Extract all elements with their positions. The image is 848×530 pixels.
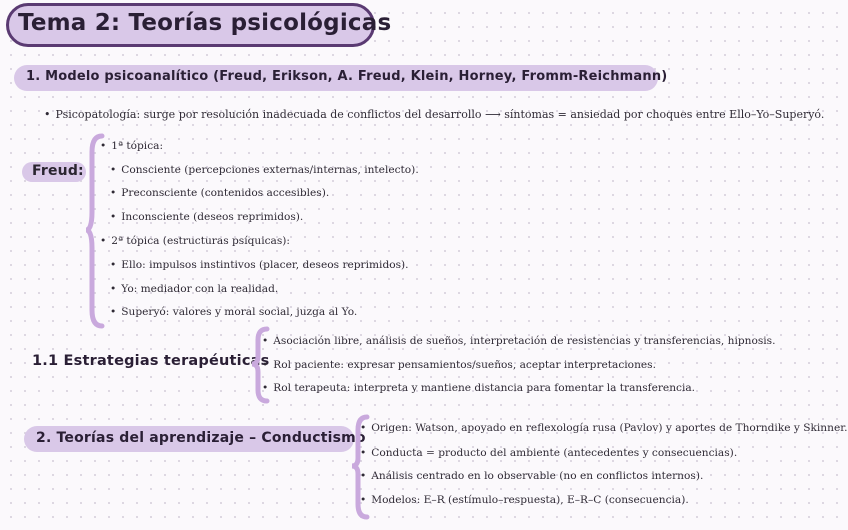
freud-brace xyxy=(86,132,106,330)
strategy-item: • Asociación libre, análisis de sueños, interpretación de resistencias y transferencias, hipnosis. xyxy=(262,335,775,347)
topica2-label: • 2ª tópica (estructuras psíquicas): xyxy=(100,235,290,247)
strategy-item: • Rol terapeuta: interpreta y mantiene distancia para fomentar la transferencia. xyxy=(262,382,695,394)
behaviorism-item: • Origen: Watson, apoyado en reflexología rusa (Pavlov) y aportes de Thorndike y Skinner. xyxy=(360,422,847,434)
strategy-item: • Rol paciente: expresar pensamientos/sueños, aceptar interpretaciones. xyxy=(262,359,656,371)
section1-heading: 1. Modelo psicoanalítico (Freud, Erikson, A. Freud, Klein, Horney, Fromm-Reichmann) xyxy=(26,69,668,84)
topica2-item: • Superyó: valores y moral social, juzga al Yo. xyxy=(110,306,357,318)
topica1-item: • Consciente (percepciones externas/internas, intelecto). xyxy=(110,164,419,176)
freud-label: Freud: xyxy=(32,163,84,179)
topica2-item: • Yo: mediador con la realidad. xyxy=(110,283,278,295)
psychopathology-text: • Psicopatología: surge por resolución inadecuada de conflictos del desarrollo ⟶ síntomas = ansiedad por choques entre Ello–Yo–Superyó. xyxy=(44,108,824,121)
topica1-item: • Inconsciente (deseos reprimidos). xyxy=(110,211,303,223)
behaviorism-item: • Análisis centrado en lo observable (no en conflictos internos). xyxy=(360,470,703,482)
behaviorism-item: • Conducta = producto del ambiente (antecedentes y consecuencias). xyxy=(360,447,737,459)
topica1-label: • 1ª tópica: xyxy=(100,140,163,152)
section2-heading: 2. Teorías del aprendizaje – Conductismo xyxy=(36,430,366,446)
behaviorism-item: • Modelos: E–R (estímulo–respuesta), E–R–C (consecuencia). xyxy=(360,494,689,506)
page-title: Tema 2: Teorías psicológicas xyxy=(18,10,392,36)
topica2-item: • Ello: impulsos instintivos (placer, deseos reprimidos). xyxy=(110,259,409,271)
strategies-label: 1.1 Estrategias terapéuticas xyxy=(32,353,270,369)
topica1-item: • Preconsciente (contenidos accesibles). xyxy=(110,187,329,199)
